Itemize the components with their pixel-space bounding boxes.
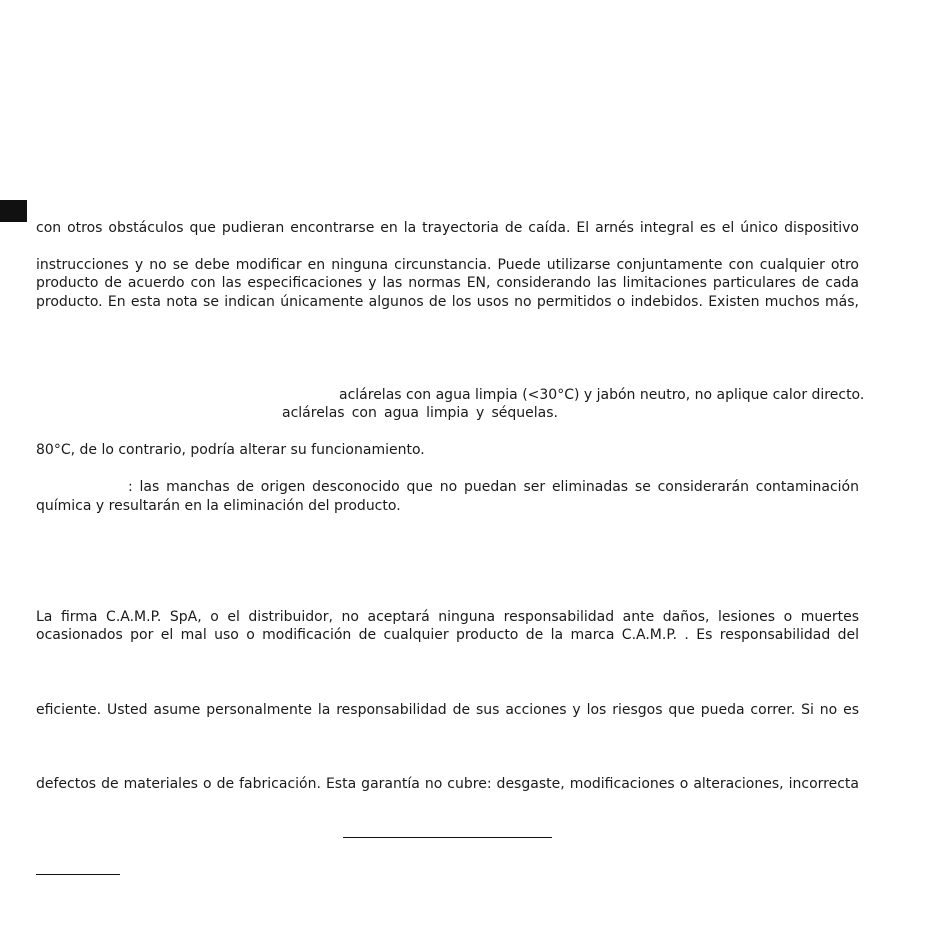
center-divider-rule xyxy=(343,837,552,838)
text-line-6: aclárelas con agua limpia y séquelas. xyxy=(282,405,558,421)
text-line-11: ocasionados por el mal uso o modificación de cualquier producto de la marca C.A.M.P. . Es responsabilidad del xyxy=(36,627,859,643)
text-line-10: La firma C.A.M.P. SpA, o el distribuidor, no aceptará ninguna responsabilidad ante daños, lesiones o muertes xyxy=(36,609,859,625)
text-line-9: química y resultarán en la eliminación del producto. xyxy=(36,498,401,514)
section-tab-marker xyxy=(0,200,27,222)
text-line-2: instrucciones y no se debe modificar en ninguna circunstancia. Puede utilizarse conjuntamente con cualquier otro xyxy=(36,257,859,273)
text-line-3: producto de acuerdo con las especificaciones y las normas EN, considerando las limitaciones particulares de cada xyxy=(36,275,859,291)
text-line-4: producto. En esta nota se indican únicamente algunos de los usos no permitidos o indebidos. Existen muchos más, xyxy=(36,294,859,310)
text-line-1: con otros obstáculos que pudieran encontrarse en la trayectoria de caída. El arnés integral es el único dispositivo xyxy=(36,220,859,236)
text-line-13: defectos de materiales o de fabricación. Esta garantía no cubre: desgaste, modificaciones o alteraciones, incorrecta xyxy=(36,776,859,792)
footnote-divider-rule xyxy=(36,874,120,875)
text-line-7: 80°C, de lo contrario, podría alterar su funcionamiento. xyxy=(36,442,425,458)
text-line-5: aclárelas con agua limpia (<30°C) y jabón neutro, no aplique calor directo. xyxy=(339,387,865,403)
text-line-12: eficiente. Usted asume personalmente la responsabilidad de sus acciones y los riesgos que pueda correr. Si no es xyxy=(36,702,859,718)
text-line-8: : las manchas de origen desconocido que no puedan ser eliminadas se considerarán contaminación xyxy=(128,479,859,495)
